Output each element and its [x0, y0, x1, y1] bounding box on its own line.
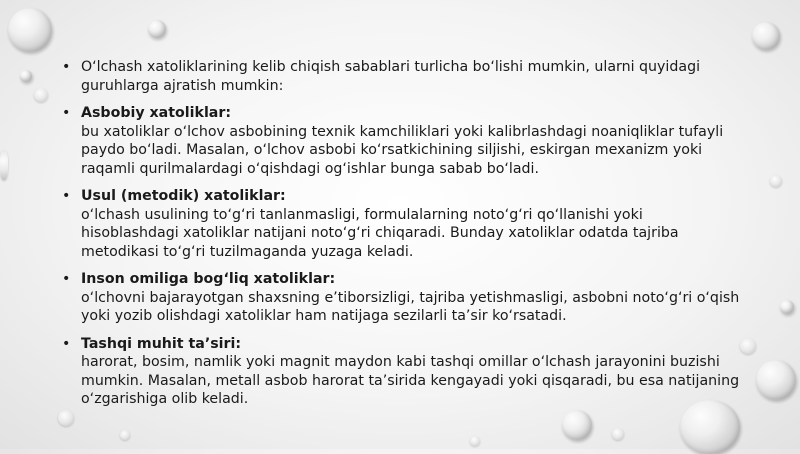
- water-drop-decoration: [8, 8, 52, 52]
- water-drop-decoration: [756, 360, 796, 400]
- bullet-icon: •: [62, 271, 71, 287]
- water-drop-decoration: [470, 436, 480, 446]
- slide-content: [62, 58, 742, 418]
- list-item: [62, 335, 742, 409]
- water-drop-decoration: [120, 430, 130, 440]
- item-text: o‘lchovni bajarayotgan shaxsning e’tiborsizligi, tajriba yetishmasligi, asbobni noto‘g‘ri o‘qish yoki yozib olishdagi xatoliklar ham natijaga sezilarli ta’sir ko‘rsatadi.: [81, 289, 740, 324]
- intro-item: [62, 58, 742, 95]
- water-drop-decoration: [752, 22, 780, 50]
- item-heading: Tashqi muhit ta’siri:: [81, 335, 242, 352]
- item-heading: Usul (metodik) xatoliklar:: [81, 188, 286, 204]
- bullet-icon: •: [62, 188, 71, 204]
- list-item: [62, 270, 742, 326]
- water-drop-decoration: [740, 338, 756, 354]
- bullet-icon: •: [62, 105, 71, 121]
- list-item: [62, 187, 742, 261]
- water-drop-decoration: [20, 70, 32, 82]
- intro-text: O‘lchash xatoliklarining kelib chiqish sabablari turlicha bo‘lishi mumkin, ularni quyidagi guruhlarga ajratish mumkin:: [81, 59, 701, 94]
- bullet-list: [62, 58, 742, 409]
- bullet-icon: •: [62, 335, 71, 352]
- list-item: [62, 104, 742, 178]
- water-drop-decoration: [34, 88, 48, 102]
- item-text: harorat, bosim, namlik yoki magnit maydon kabi tashqi omillar o‘lchash jarayonini buzishi mumkin. Masalan, metall asbob harorat ta’sirida kengayadi yoki qisqaradi, bu esa natijaning o‘zgarishiga olib keladi.: [81, 354, 740, 407]
- item-text: bu xatoliklar o‘lchov asbobining texnik kamchiliklari yoki kalibrlashdagi noaniqliklar tufayli paydo bo‘ladi. Masalan, o‘lchov asbobi ko‘rsatkichining siljishi, eskirgan mexanizm yoki raqamli qurilmalardagi o‘qishdagi og‘ishlar bunga sabab bo‘ladi.: [81, 123, 724, 177]
- water-drop-decoration: [148, 20, 166, 38]
- water-drop-decoration: [612, 428, 624, 440]
- water-drop-decoration: [0, 150, 8, 180]
- item-heading: Asbobiy xatoliklar:: [81, 105, 232, 121]
- item-heading: Inson omiliga bog‘liq xatoliklar:: [81, 271, 336, 287]
- item-text: o‘lchash usulining to‘g‘ri tanlanmasligi, formulalarning noto‘g‘ri qo‘llanishi yoki hisoblashdagi xatoliklar natijani noto‘g‘ri chiqaradi. Bunday xatoliklar odatda tajriba metodikasi to‘g‘ri tuzilmaganda yuzaga keladi.: [81, 206, 679, 260]
- bullet-icon: •: [62, 59, 71, 75]
- water-drop-decoration: [780, 300, 794, 314]
- water-drop-decoration: [770, 175, 782, 187]
